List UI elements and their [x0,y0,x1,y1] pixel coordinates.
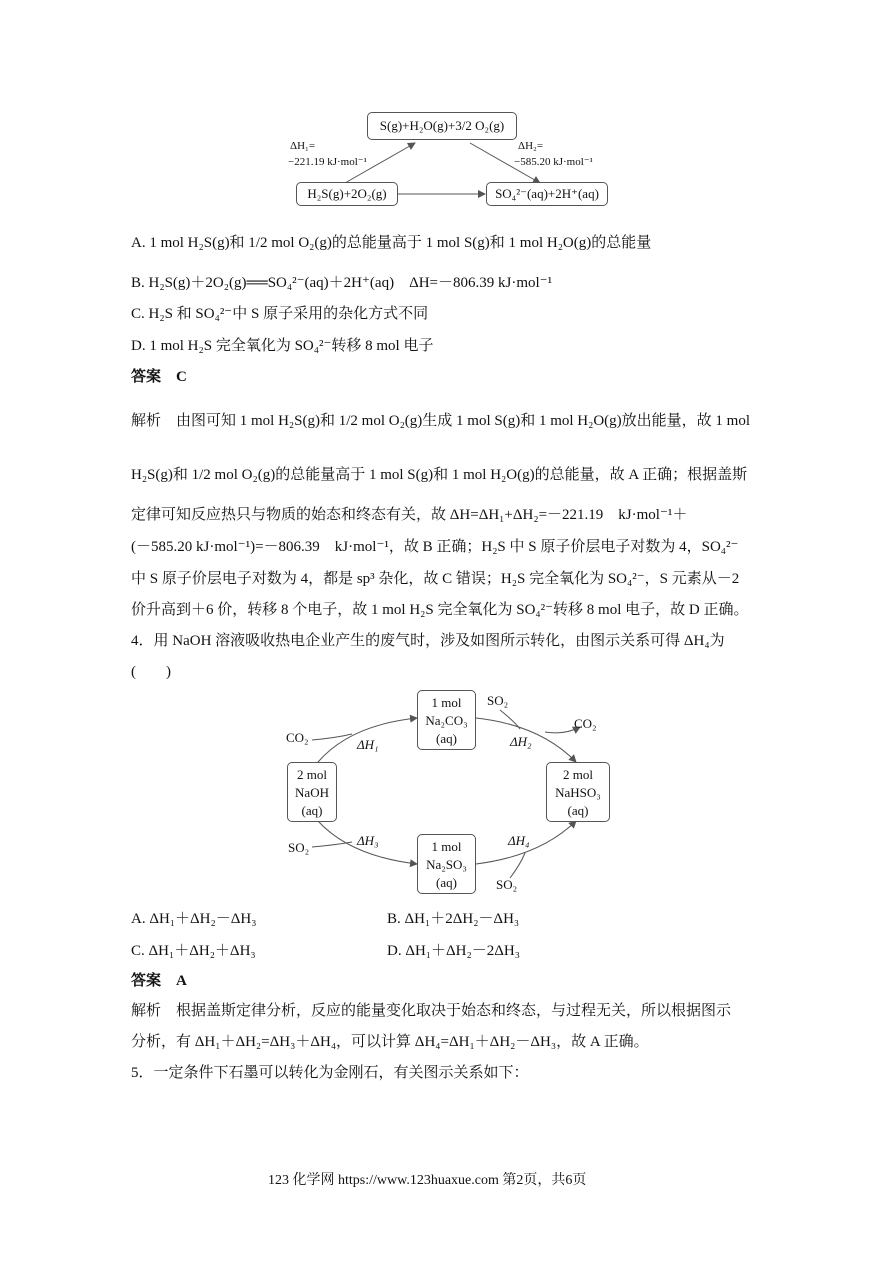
q4-analysis-line-2: 分析，有 ΔH₁＋ΔH₂=ΔH₃＋ΔH₄，可以计算 ΔH₄=ΔH₁＋ΔH₂－ΔH₃，故 A 正确。 [131,1034,649,1050]
q3-analysis-line-5: 中 S 原子价层电子对数为 4，都是 sp³ 杂化，故 C 错误；H₂S 完全氧化为 SO₄²⁻，S 元素从－2 [131,571,740,587]
dh4-arrow-label: ΔH₄ [508,833,530,848]
na2co3-box [417,690,476,750]
q3-analysis-line-2: H₂S(g)和 1/2 mol O₂(g)的总能量高于 1 mol S(g)和 1 mol H₂O(g)的总能量，故 A 正确；根据盖斯 [131,467,748,483]
q4-answer: 答案 A [131,973,187,989]
na2co3-box-line-2: Na₂CO₃ [425,713,468,728]
q4-option-b: B. ΔH₁＋2ΔH₂－ΔH₃ [387,911,520,927]
final-state-box: SO₄²⁻(aq)+2H⁺(aq) [486,182,608,206]
nahso3-box-line-2: NaHSO₃ [555,785,601,800]
dh1-value: −221.19 kJ·mol⁻¹ [288,156,367,168]
q3-analysis-line-3: 定律可知反应热只与物质的始态和终态有关，故 ΔH=ΔH₁+ΔH₂=－221.19 kJ·mol⁻¹＋ [131,507,688,523]
naoh-box-line-1: 2 mol [297,767,327,782]
dh1-arrow-label: ΔH₁ [357,737,379,752]
dh2-arrow-label: ΔH₂ [510,734,532,749]
dh2-value: −585.20 kJ·mol⁻¹ [514,156,593,168]
page-footer: 123 化学网 https://www.123huaxue.com 第2页，共6页 [268,1173,587,1188]
dh1-label: ΔH₁= [290,140,316,152]
q3-option-c: C. H₂S 和 SO₄²⁻中 S 原子采用的杂化方式不同 [131,306,429,322]
so2-left-label: SO₂ [288,840,310,855]
na2co3-box-line-3: (aq) [436,731,457,746]
na2so3-box [417,834,476,894]
q3-option-d: D. 1 mol H₂S 完全氧化为 SO₄²⁻转移 8 mol 电子 [131,338,434,354]
na2so3-box-line-1: 1 mol [431,839,462,854]
naoh-box-line-2: NaOH [295,785,329,800]
q4-option-d: D. ΔH₁＋ΔH₂－2ΔH₃ [387,943,520,959]
q3-analysis-line-6: 价升高到＋6 价，转移 8 个电子，故 1 mol H₂S 完全氧化为 SO₄²⁻转移 8 mol 电子，故 D 正确。 [131,602,749,618]
q4-analysis-line-1: 解析 根据盖斯定律分析，反应的能量变化取决于始态和终态，与过程无关，所以根据图示 [131,1003,732,1019]
co2-output-label: CO₂ [574,716,597,731]
so2-bottom-label: SO₂ [496,877,518,892]
q3-analysis-line-4: (－585.20 kJ·mol⁻¹)=－806.39 kJ·mol⁻¹，故 B 正确；H₂S 中 S 原子价层电子对数为 4，SO₄²⁻ [131,539,739,555]
na2co3-box-line-1: 1 mol [431,695,462,710]
initial-state-box: H₂S(g)+2O₂(g) [296,182,398,206]
nahso3-box-line-3: (aq) [567,803,589,818]
nahso3-box [546,762,610,822]
q3-answer: 答案 C [131,369,187,385]
so2-top-label: SO₂ [487,693,509,708]
na2so3-box-line-2: Na₂SO₃ [426,857,467,872]
na2so3-box-line-3: (aq) [436,875,457,890]
q5-stem: 5．一定条件下石墨可以转化为金刚石，有关图示关系如下： [131,1065,529,1081]
nahso3-box-line-1: 2 mol [563,767,593,782]
naoh-box [287,762,337,822]
q4-stem-line-1: 4．用 NaOH 溶液吸收热电企业产生的废气时，涉及如图所示转化，由图示关系可得 ΔH₄为 [131,633,725,649]
co2-input-label: CO₂ [286,730,309,745]
dh3-arrow-label: ΔH₃ [357,833,379,848]
q3-analysis-line-1: 解析 由图可知 1 mol H₂S(g)和 1/2 mol O₂(g)生成 1 mol S(g)和 1 mol H₂O(g)放出能量，故 1 mol [131,413,751,429]
q4-option-c: C. ΔH₁＋ΔH₂＋ΔH₃ [131,943,256,959]
dh2-label: ΔH₂= [518,140,544,152]
q4-stem-line-2: ( ) [131,664,171,680]
q3-option-a: A. 1 mol H₂S(g)和 1/2 mol O₂(g)的总能量高于 1 mol S(g)和 1 mol H₂O(g)的总能量 [131,235,652,251]
naoh-box-line-3: (aq) [301,803,323,818]
q4-option-a: A. ΔH₁＋ΔH₂－ΔH₃ [131,911,257,927]
top-state-box: S(g)+H₂O(g)+3/2 O₂(g) [367,112,517,140]
q3-option-b: B. H₂S(g)＋2O₂(g)══SO₄²⁻(aq)＋2H⁺(aq) ΔH=－806.39 kJ·mol⁻¹ [131,275,553,291]
